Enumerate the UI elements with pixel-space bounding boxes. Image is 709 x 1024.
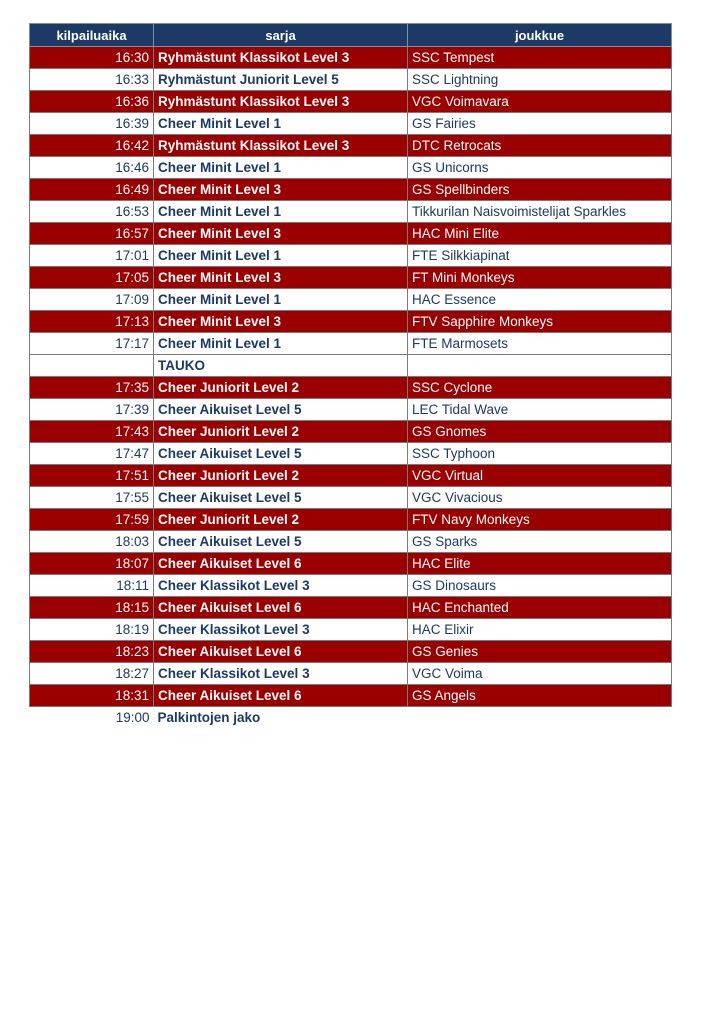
table-row: [30, 575, 672, 597]
team-cell: LEC Tidal Wave: [408, 399, 672, 421]
time-cell: 17:05: [30, 267, 154, 289]
team-cell: VGC Voima: [408, 663, 672, 685]
series-cell: Cheer Aikuiset Level 6: [154, 685, 408, 707]
table-row: [30, 597, 672, 619]
table-row: [30, 355, 672, 377]
time-cell: 17:59: [30, 509, 154, 531]
series-cell: Cheer Aikuiset Level 6: [154, 553, 408, 575]
series-cell: Cheer Minit Level 3: [154, 267, 408, 289]
team-cell: GS Unicorns: [408, 157, 672, 179]
table-row: [30, 685, 672, 707]
table-row: [30, 707, 672, 729]
series-cell: Cheer Minit Level 3: [154, 179, 408, 201]
team-cell: HAC Elixir: [408, 619, 672, 641]
team-cell: FTE Silkkiapinat: [408, 245, 672, 267]
series-cell: Cheer Juniorit Level 2: [154, 509, 408, 531]
schedule-rows: [30, 47, 672, 729]
team-cell: HAC Mini Elite: [408, 223, 672, 245]
table-row: [30, 487, 672, 509]
table-row: [30, 223, 672, 245]
team-cell: DTC Retrocats: [408, 135, 672, 157]
time-cell: 17:35: [30, 377, 154, 399]
series-cell: Cheer Aikuiset Level 6: [154, 641, 408, 663]
table-row: [30, 641, 672, 663]
table-row: [30, 553, 672, 575]
team-cell: FTE Marmosets: [408, 333, 672, 355]
table-row: [30, 135, 672, 157]
series-cell: Cheer Juniorit Level 2: [154, 421, 408, 443]
table-row: [30, 619, 672, 641]
team-cell: GS Genies: [408, 641, 672, 663]
team-cell: SSC Tempest: [408, 47, 672, 69]
team-cell: GS Spellbinders: [408, 179, 672, 201]
time-cell: 18:31: [30, 685, 154, 707]
schedule-page: [29, 23, 671, 729]
time-cell: 17:43: [30, 421, 154, 443]
series-cell: Ryhmästunt Klassikot Level 3: [154, 47, 408, 69]
time-cell: 18:11: [30, 575, 154, 597]
table-row: [30, 377, 672, 399]
team-cell: GS Gnomes: [408, 421, 672, 443]
header-team: joukkue: [408, 24, 672, 47]
team-cell: VGC Virtual: [408, 465, 672, 487]
header-time: kilpailuaika: [30, 24, 154, 47]
series-cell: Cheer Minit Level 3: [154, 311, 408, 333]
team-cell: GS Angels: [408, 685, 672, 707]
series-cell: Cheer Aikuiset Level 5: [154, 531, 408, 553]
series-cell: Cheer Klassikot Level 3: [154, 575, 408, 597]
team-cell: GS Dinosaurs: [408, 575, 672, 597]
table-row: [30, 465, 672, 487]
time-cell: 17:09: [30, 289, 154, 311]
time-cell: 16:36: [30, 91, 154, 113]
time-cell: 17:01: [30, 245, 154, 267]
time-cell: 16:30: [30, 47, 154, 69]
time-cell: 16:53: [30, 201, 154, 223]
header-row: [30, 24, 672, 47]
time-cell: 16:49: [30, 179, 154, 201]
series-cell: Cheer Minit Level 1: [154, 289, 408, 311]
table-row: [30, 113, 672, 135]
header-series: sarja: [154, 24, 408, 47]
team-cell: GS Sparks: [408, 531, 672, 553]
team-cell: GS Fairies: [408, 113, 672, 135]
time-cell: 18:23: [30, 641, 154, 663]
series-cell: Cheer Juniorit Level 2: [154, 377, 408, 399]
table-row: [30, 179, 672, 201]
team-cell: VGC Voimavara: [408, 91, 672, 113]
series-cell: Cheer Minit Level 1: [154, 201, 408, 223]
table-row: [30, 245, 672, 267]
time-cell: 16:46: [30, 157, 154, 179]
time-cell: 17:17: [30, 333, 154, 355]
time-cell: 18:07: [30, 553, 154, 575]
table-row: [30, 91, 672, 113]
table-row: [30, 399, 672, 421]
series-cell: Ryhmästunt Klassikot Level 3: [154, 91, 408, 113]
time-cell: 17:13: [30, 311, 154, 333]
team-cell: HAC Elite: [408, 553, 672, 575]
team-cell: VGC Vivacious: [408, 487, 672, 509]
series-cell: Cheer Juniorit Level 2: [154, 465, 408, 487]
team-cell: [408, 707, 672, 729]
time-cell: 18:03: [30, 531, 154, 553]
series-cell: Ryhmästunt Juniorit Level 5: [154, 69, 408, 91]
table-row: [30, 311, 672, 333]
team-cell: FTV Sapphire Monkeys: [408, 311, 672, 333]
table-row: [30, 201, 672, 223]
team-cell: FTV Navy Monkeys: [408, 509, 672, 531]
time-cell: 16:57: [30, 223, 154, 245]
time-cell: 17:39: [30, 399, 154, 421]
team-cell: SSC Typhoon: [408, 443, 672, 465]
time-cell: 17:47: [30, 443, 154, 465]
series-cell: Cheer Aikuiset Level 6: [154, 597, 408, 619]
team-cell: FT Mini Monkeys: [408, 267, 672, 289]
time-cell: 17:51: [30, 465, 154, 487]
table-row: [30, 663, 672, 685]
series-cell: Cheer Minit Level 3: [154, 223, 408, 245]
time-cell: 16:39: [30, 113, 154, 135]
series-cell: Cheer Aikuiset Level 5: [154, 443, 408, 465]
table-row: [30, 531, 672, 553]
table-row: [30, 69, 672, 91]
series-cell: Cheer Minit Level 1: [154, 245, 408, 267]
team-cell: HAC Enchanted: [408, 597, 672, 619]
team-cell: SSC Lightning: [408, 69, 672, 91]
time-cell: 16:33: [30, 69, 154, 91]
series-cell: Cheer Minit Level 1: [154, 113, 408, 135]
schedule-table: [29, 23, 672, 729]
table-row: [30, 421, 672, 443]
table-row: [30, 157, 672, 179]
series-cell: Cheer Aikuiset Level 5: [154, 399, 408, 421]
table-row: [30, 509, 672, 531]
series-cell: Cheer Minit Level 1: [154, 157, 408, 179]
time-cell: 18:27: [30, 663, 154, 685]
series-cell: Cheer Aikuiset Level 5: [154, 487, 408, 509]
series-cell: Ryhmästunt Klassikot Level 3: [154, 135, 408, 157]
team-cell: SSC Cyclone: [408, 377, 672, 399]
time-cell: 18:15: [30, 597, 154, 619]
table-row: [30, 267, 672, 289]
team-cell: [408, 355, 672, 377]
series-cell: Cheer Minit Level 1: [154, 333, 408, 355]
time-cell: 18:19: [30, 619, 154, 641]
team-cell: Tikkurilan Naisvoimistelijat Sparkles: [408, 201, 672, 223]
time-cell: [30, 355, 154, 377]
table-row: [30, 289, 672, 311]
table-row: [30, 47, 672, 69]
series-cell: Palkintojen jako: [154, 707, 408, 729]
time-cell: 17:55: [30, 487, 154, 509]
table-row: [30, 333, 672, 355]
series-cell: TAUKO: [154, 355, 408, 377]
time-cell: 19:00: [30, 707, 154, 729]
table-row: [30, 443, 672, 465]
team-cell: HAC Essence: [408, 289, 672, 311]
series-cell: Cheer Klassikot Level 3: [154, 619, 408, 641]
series-cell: Cheer Klassikot Level 3: [154, 663, 408, 685]
time-cell: 16:42: [30, 135, 154, 157]
